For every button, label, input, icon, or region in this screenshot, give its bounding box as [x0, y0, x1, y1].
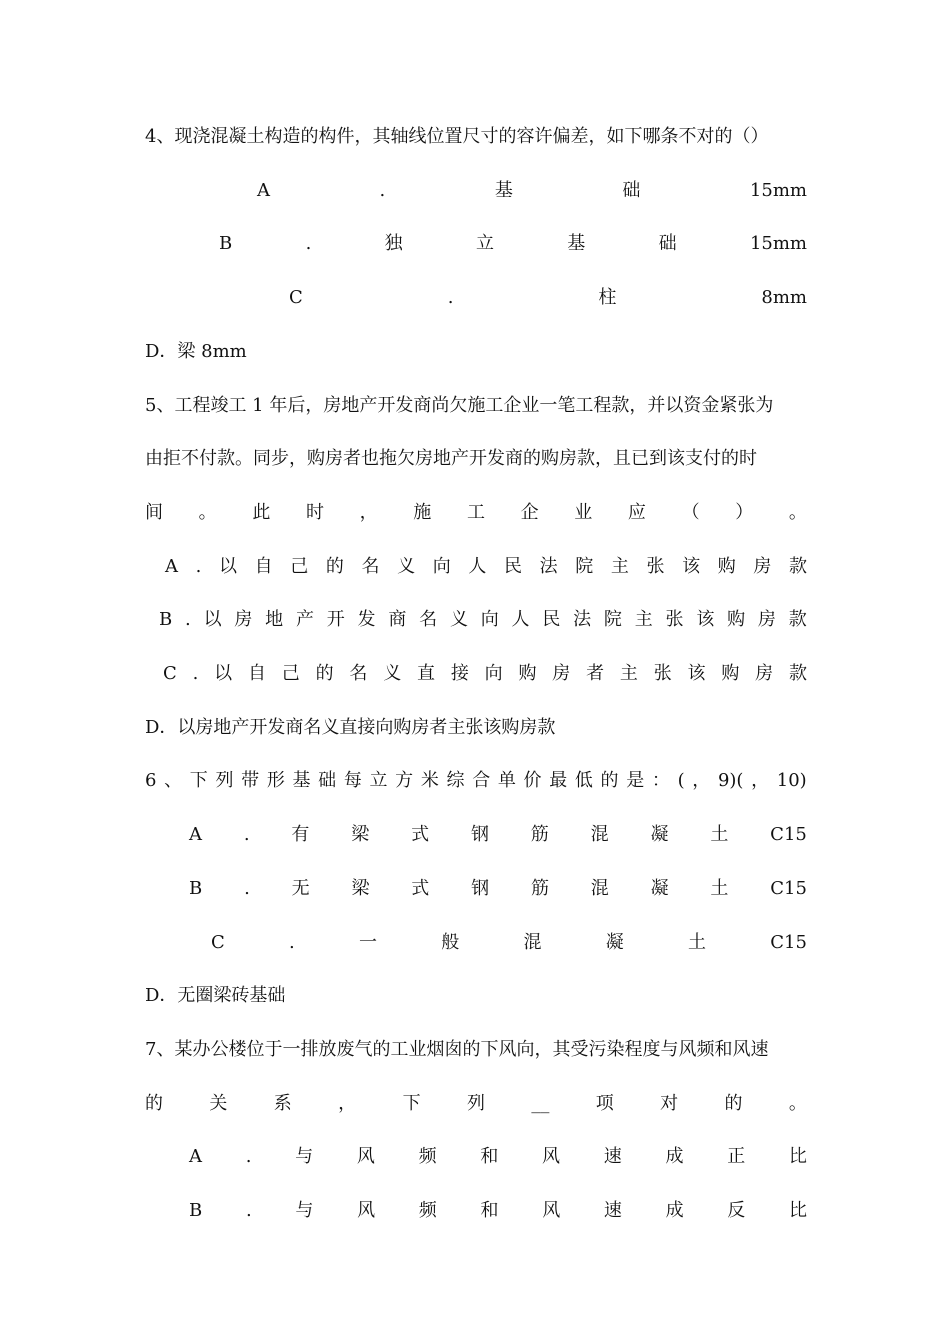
text-token: ： — [651, 770, 670, 792]
text-line: D．以房地产开发商名义直接向购房者主张该购房款 — [145, 716, 556, 738]
text-token: 的 — [315, 663, 334, 684]
text-line — [189, 876, 807, 902]
text-token: 一 — [359, 931, 378, 953]
text-token: 基 — [567, 233, 586, 255]
text-token: 施 — [413, 501, 432, 523]
text-token: ， — [751, 770, 770, 792]
text-token: ， — [338, 1092, 357, 1114]
text-token: C — [211, 931, 225, 953]
text-token: 款 — [788, 609, 807, 631]
text-token: 以 — [214, 663, 233, 684]
text-token: 以 — [203, 609, 222, 631]
text-token: 时 — [305, 501, 324, 523]
text-token: 正 — [727, 1146, 746, 1168]
text-token: 款 — [788, 555, 807, 577]
text-token: 单 — [497, 770, 516, 792]
text-token: 己 — [281, 663, 300, 684]
text-token: 与 — [295, 1200, 314, 1221]
text-token: . — [379, 179, 386, 201]
text-token: 土 — [688, 931, 707, 953]
text-token: 自 — [254, 555, 273, 577]
text-token: 速 — [603, 1200, 622, 1221]
text-token: 立 — [475, 233, 494, 255]
text-token: 础 — [318, 770, 337, 792]
text-token: 人 — [468, 555, 487, 577]
text-token: 房 — [753, 555, 772, 577]
text-token: C15 — [770, 877, 807, 899]
text-token: 。 — [198, 501, 217, 523]
text-token: 价 — [523, 770, 542, 792]
text-token: 无 — [291, 877, 310, 899]
text-token: 向 — [484, 663, 503, 684]
text-token: 速 — [603, 1146, 622, 1168]
text-token: 混 — [590, 877, 609, 899]
text-token: 名 — [419, 609, 438, 631]
text-token: 间 — [145, 501, 163, 523]
text-token: 综 — [446, 770, 465, 792]
text-token: 8mm — [761, 287, 807, 309]
text-token: 房 — [755, 663, 774, 684]
text-token: 系 — [273, 1092, 292, 1114]
text-line: 5、工程竣工 1 年后，房地产开发商尚欠施工企业一笔工程款，并以资金紧张为 — [145, 394, 774, 416]
text-token: 列 — [215, 770, 234, 792]
text-token: 自 — [247, 663, 266, 684]
text-token: 每 — [343, 770, 362, 792]
text-token: 带 — [241, 770, 260, 792]
text-token: 项 — [595, 1092, 614, 1114]
text-token: . — [243, 824, 250, 846]
text-token: 对 — [660, 1092, 679, 1114]
text-token: 直 — [417, 663, 436, 684]
text-token: __ — [531, 1092, 550, 1114]
text-token: ， — [359, 501, 378, 523]
text-line — [219, 231, 807, 257]
text-token: 低 — [574, 770, 593, 792]
text-line: D．梁 8mm — [145, 340, 247, 362]
text-token: 民 — [542, 609, 561, 631]
text-token: 。 — [788, 1092, 807, 1114]
text-token: 法 — [539, 555, 558, 577]
text-token: 名 — [349, 663, 368, 684]
text-token: 筋 — [530, 824, 549, 846]
text-token: 风 — [542, 1200, 561, 1221]
text-token: 义 — [397, 555, 416, 577]
text-line — [257, 178, 807, 204]
text-token: 购 — [721, 663, 740, 684]
text-token: 产 — [295, 609, 314, 631]
text-line — [289, 285, 807, 311]
text-token: 筋 — [530, 877, 549, 899]
text-token: 接 — [450, 663, 469, 684]
text-token: 义 — [449, 609, 468, 631]
text-token: C — [163, 663, 177, 684]
text-token: 频 — [418, 1146, 437, 1168]
text-token: 企 — [520, 501, 539, 523]
text-token: 混 — [590, 824, 609, 846]
text-line: 7、某办公楼位于一排放废气的工业烟囱的下风向，其受污染程度与风频和风速 — [145, 1038, 769, 1060]
text-token: 钢 — [470, 824, 489, 846]
text-token: B — [159, 609, 173, 631]
text-token: 。 — [788, 501, 807, 523]
text-token: 反 — [727, 1200, 746, 1221]
text-token: 己 — [290, 555, 309, 577]
text-token: 名 — [361, 555, 380, 577]
text-token: 此 — [252, 501, 271, 523]
text-token: 有 — [291, 824, 310, 846]
text-token: 以 — [218, 555, 237, 577]
text-token: 购 — [717, 555, 736, 577]
text-line — [189, 1144, 807, 1170]
text-token: C15 — [770, 824, 807, 846]
text-token: 购 — [727, 609, 746, 631]
text-line — [189, 822, 807, 848]
text-token: 的 — [145, 1092, 163, 1114]
text-token: 款 — [788, 663, 807, 684]
text-token: 梁 — [351, 877, 370, 899]
text-token: 地 — [265, 609, 284, 631]
text-token: 张 — [653, 663, 672, 684]
text-token: 业 — [574, 501, 593, 523]
text-token: 购 — [518, 663, 537, 684]
text-token: 主 — [610, 555, 629, 577]
text-token: 向 — [480, 609, 499, 631]
text-token: . — [245, 1146, 252, 1168]
text-line: 由拒不付款。同步，购房者也拖欠房地产开发商的购房款，且已到该支付的时 — [145, 448, 757, 470]
text-token: 商 — [388, 609, 407, 631]
text-token: 法 — [573, 609, 592, 631]
text-token: 形 — [266, 770, 285, 792]
text-token: A — [189, 824, 202, 846]
text-token: 15mm — [749, 179, 807, 201]
text-token: 主 — [619, 663, 638, 684]
text-line — [145, 1091, 807, 1117]
text-token: ( — [677, 770, 685, 792]
text-token: 比 — [788, 1146, 807, 1168]
text-token: 关 — [209, 1092, 228, 1114]
text-token: （ — [681, 501, 700, 523]
text-token: 立 — [369, 770, 388, 792]
text-token: 独 — [384, 233, 403, 255]
text-token: 成 — [665, 1146, 684, 1168]
text-token: 式 — [411, 824, 430, 846]
text-token: 张 — [665, 609, 684, 631]
text-token: 频 — [418, 1200, 437, 1221]
text-token: A — [257, 179, 270, 201]
text-token: 凝 — [650, 877, 669, 899]
text-token: 式 — [411, 877, 430, 899]
text-line — [165, 554, 807, 580]
text-token: A — [189, 1146, 202, 1168]
text-token: ， — [692, 770, 711, 792]
text-token: 的 — [325, 555, 344, 577]
text-token: 主 — [634, 609, 653, 631]
text-token: . — [447, 287, 454, 309]
text-token: 下 — [189, 770, 208, 792]
text-token: 比 — [789, 1200, 807, 1221]
text-token: 般 — [441, 931, 460, 953]
text-token: 向 — [432, 555, 451, 577]
text-token: 10) — [776, 770, 807, 792]
text-token: 该 — [687, 663, 706, 684]
text-line — [159, 607, 807, 633]
text-token: 凝 — [650, 824, 669, 846]
text-token: C15 — [770, 931, 807, 953]
text-token: 15mm — [749, 233, 807, 255]
text-token: 民 — [503, 555, 522, 577]
text-token: 6 — [145, 770, 157, 792]
text-token: B — [189, 1200, 203, 1221]
text-line: 4、现浇混凝土构造的构件，其轴线位置尺寸的容许偏差，如下哪条不对的（） — [145, 126, 769, 147]
text-token: 房 — [234, 609, 253, 631]
text-token: 基 — [494, 179, 513, 201]
text-token: 应 — [627, 501, 646, 523]
text-line — [163, 661, 807, 687]
text-token: 风 — [356, 1146, 375, 1168]
text-token: 钢 — [471, 877, 490, 899]
text-token: 是 — [626, 770, 645, 792]
text-token: 的 — [600, 770, 619, 792]
text-line: D．无圈梁砖基础 — [145, 985, 286, 1007]
text-token: . — [185, 609, 191, 631]
text-token: 最 — [549, 770, 568, 792]
text-token: 和 — [480, 1200, 499, 1221]
text-line — [145, 500, 807, 526]
text-token: 混 — [523, 931, 542, 953]
text-token: . — [244, 877, 250, 899]
text-token: 工 — [466, 501, 485, 523]
text-token: 下 — [402, 1092, 421, 1114]
text-token: 院 — [603, 609, 622, 631]
text-token: . — [195, 555, 202, 577]
text-token: 基 — [292, 770, 311, 792]
text-token: B — [189, 877, 203, 899]
text-token: 和 — [480, 1146, 499, 1168]
text-token: 凝 — [605, 931, 624, 953]
text-token: 合 — [472, 770, 491, 792]
text-token: 发 — [357, 609, 376, 631]
text-line — [189, 1198, 807, 1224]
text-token: 础 — [622, 179, 641, 201]
text-token: 土 — [710, 877, 729, 899]
text-token: 义 — [383, 663, 402, 684]
text-token: 风 — [357, 1200, 376, 1221]
text-token: 风 — [542, 1146, 561, 1168]
text-token: 者 — [586, 663, 605, 684]
text-token: . — [289, 931, 295, 953]
text-token: 方 — [395, 770, 414, 792]
text-token: 土 — [710, 824, 729, 846]
text-token: 院 — [575, 555, 594, 577]
text-line — [211, 930, 807, 956]
text-token: 的 — [724, 1092, 743, 1114]
text-token: 房 — [552, 663, 571, 684]
text-token: C — [289, 287, 303, 309]
text-token: . — [305, 233, 312, 255]
text-token: 与 — [295, 1146, 314, 1168]
text-token: A — [165, 555, 178, 577]
text-token: . — [192, 663, 199, 684]
text-token: 列 — [466, 1092, 485, 1114]
text-token: 成 — [665, 1200, 684, 1221]
text-token: 9)( — [717, 770, 744, 792]
text-token: . — [245, 1200, 252, 1221]
text-token: 开 — [326, 609, 345, 631]
text-token: 该 — [682, 555, 701, 577]
text-token: 米 — [420, 770, 439, 792]
text-token: 梁 — [351, 824, 370, 846]
text-line — [145, 768, 807, 794]
text-token: B — [219, 233, 233, 255]
text-token: 该 — [696, 609, 715, 631]
text-token: 、 — [164, 770, 183, 792]
text-token: 房 — [757, 609, 776, 631]
text-token: 人 — [511, 609, 530, 631]
text-token: ） — [735, 501, 754, 523]
text-token: 张 — [646, 555, 665, 577]
text-token: 柱 — [598, 287, 617, 309]
text-token: 础 — [658, 233, 677, 255]
